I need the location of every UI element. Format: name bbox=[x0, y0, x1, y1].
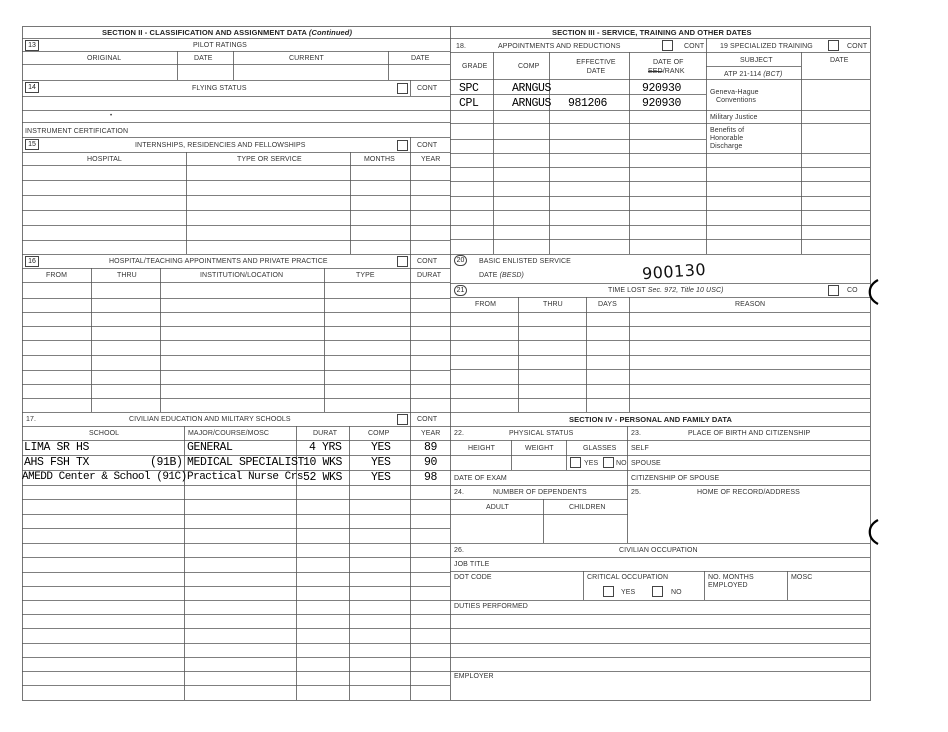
school-row2-comp: YES bbox=[371, 456, 391, 469]
pilot-date-header: DATE bbox=[194, 55, 213, 62]
appt-row2-comp: ARNGUS bbox=[512, 97, 552, 110]
flying-cont-label: CONT bbox=[417, 85, 438, 92]
time-lost-sub: Sec. 972, Title 10 USC) bbox=[647, 287, 724, 294]
dot-code-label: DOT CODE bbox=[454, 574, 492, 581]
time-lost-label bbox=[608, 287, 724, 294]
training-item-5: Honorable bbox=[710, 135, 744, 142]
appt-row1-comp: ARNGUS bbox=[512, 82, 552, 95]
school-row1-durat: 4 YRS bbox=[309, 441, 342, 454]
internships-label: INTERNSHIPS, RESIDENCIES AND FELLOWSHIPS bbox=[135, 142, 306, 149]
physical-col-height: HEIGHT bbox=[468, 445, 496, 452]
glasses-no-checkbox[interactable] bbox=[603, 457, 614, 468]
training-item-6: Discharge bbox=[710, 143, 743, 150]
section-2-title-continued: (Continued) bbox=[308, 28, 353, 37]
besd-label: BASIC ENLISTED SERVICE bbox=[479, 258, 571, 265]
appt-col-grade: GRADE bbox=[462, 63, 488, 70]
school-row2-major: MEDICAL SPECIALIST bbox=[187, 456, 305, 469]
home-of-record-label: HOME OF RECORD/ADDRESS bbox=[697, 489, 800, 496]
school-row3-year: 98 bbox=[424, 471, 438, 484]
hospital-col-thru: THRU bbox=[117, 272, 137, 279]
dependents-children: CHILDREN bbox=[569, 504, 606, 511]
physical-col-glasses: GLASSES bbox=[583, 445, 617, 452]
time-lost-col-thru: THRU bbox=[543, 301, 563, 308]
training-item-4: Benefits of bbox=[710, 127, 745, 134]
internships-cont-checkbox[interactable] bbox=[397, 140, 408, 151]
stray-dot: • bbox=[110, 113, 113, 119]
hospital-col-from: FROM bbox=[46, 272, 68, 279]
birth-self-label: SELF bbox=[631, 445, 649, 452]
physical-col-weight: WEIGHT bbox=[525, 445, 554, 452]
appt-row2-eff: 981206 bbox=[568, 97, 608, 110]
field-14-number: 14 bbox=[25, 82, 39, 93]
civilian-education-label: CIVILIAN EDUCATION AND MILITARY SCHOOLS bbox=[129, 416, 291, 423]
section-4-title: SECTION IV - PERSONAL AND FAMILY DATA bbox=[569, 415, 733, 424]
field-17-number: 17. bbox=[26, 416, 37, 423]
appt-row2-dor: 920930 bbox=[642, 97, 682, 110]
intern-col-hospital: HOSPITAL bbox=[87, 156, 122, 163]
appt-col-date-of: DATE OF bbox=[653, 59, 684, 66]
school-row1-major: GENERAL bbox=[187, 441, 233, 454]
school-row2-mos: (91B) bbox=[150, 456, 183, 469]
appt-row2-grade: CPL bbox=[459, 97, 479, 110]
critical-yes-label: YES bbox=[621, 589, 636, 596]
civilian-col-year: YEAR bbox=[421, 430, 441, 437]
time-lost-col-from: FROM bbox=[475, 301, 497, 308]
time-lost-col-reason: REASON bbox=[735, 301, 766, 308]
training-atp-text: ATP 21-114 bbox=[724, 71, 762, 78]
training-label bbox=[720, 43, 813, 50]
training-label-text: SPECIALIZED TRAINING bbox=[730, 43, 813, 50]
training-col-subject: SUBJECT bbox=[740, 57, 773, 64]
civilian-cont-checkbox[interactable] bbox=[397, 414, 408, 425]
school-row3-durat: 52 WKS bbox=[303, 471, 343, 484]
appt-row1-dor: 920930 bbox=[642, 82, 682, 95]
school-row1-school: LIMA SR HS bbox=[24, 441, 90, 454]
glasses-no-label: NO bbox=[616, 460, 627, 467]
section-2-title bbox=[102, 29, 352, 37]
glasses-yes-label: YES bbox=[584, 460, 599, 467]
appointments-label: APPOINTMENTS AND REDUCTIONS bbox=[498, 43, 621, 50]
school-row2-durat: 10 WKS bbox=[303, 456, 343, 469]
pilot-date2-header: DATE bbox=[411, 55, 430, 62]
appt-col-comp: COMP bbox=[518, 63, 540, 70]
training-cont-checkbox[interactable] bbox=[828, 40, 839, 51]
appt-row1-grade: SPC bbox=[459, 82, 479, 95]
field-25-number: 25. bbox=[631, 489, 642, 496]
field-16-number: 16 bbox=[25, 256, 39, 267]
field-18-number: 18. bbox=[456, 43, 467, 50]
time-lost-cont-label: CO bbox=[847, 287, 858, 294]
intern-col-year: YEAR bbox=[421, 156, 441, 163]
instrument-certification-label: INSTRUMENT CERTIFICATION bbox=[25, 128, 129, 135]
training-item-1: Geneva-Hague bbox=[710, 89, 759, 96]
training-atp bbox=[724, 71, 782, 78]
employer-label: EMPLOYER bbox=[454, 673, 494, 680]
school-row3-school: AMEDD Center & School (91C) bbox=[22, 471, 187, 483]
hospital-cont-checkbox[interactable] bbox=[397, 256, 408, 267]
pilot-current-header: CURRENT bbox=[289, 55, 324, 62]
appt-col-effective: EFFECTIVE DATE bbox=[576, 59, 616, 75]
field-26-number: 26. bbox=[454, 547, 465, 554]
field-23-number: 23. bbox=[631, 430, 642, 437]
dependents-label: NUMBER OF DEPENDENTS bbox=[493, 489, 587, 496]
appt-col-rank: EED/RANK bbox=[648, 68, 685, 75]
appt-col-rank-text: RANK bbox=[664, 68, 685, 75]
months-employed-label-2: EMPLOYED bbox=[708, 582, 748, 589]
civilian-cont-label: CONT bbox=[417, 416, 438, 423]
flying-status-label: FLYING STATUS bbox=[192, 85, 247, 92]
hospital-col-type: TYPE bbox=[356, 272, 375, 279]
date-of-exam-label: DATE OF EXAM bbox=[454, 475, 507, 482]
civilian-col-major: MAJOR/COURSE/MOSC bbox=[188, 430, 270, 437]
school-row1-comp: YES bbox=[371, 441, 391, 454]
pilot-original-header: ORIGINAL bbox=[87, 55, 122, 62]
field-21-number: 21 bbox=[454, 285, 467, 296]
field-15-number: 15 bbox=[25, 139, 39, 150]
birth-label: PLACE OF BIRTH AND CITIZENSHIP bbox=[688, 430, 811, 437]
critical-yes-checkbox[interactable] bbox=[603, 586, 614, 597]
critical-no-checkbox[interactable] bbox=[652, 586, 663, 597]
civilian-col-comp: COMP bbox=[368, 430, 390, 437]
hospital-col-institution: INSTITUTION/LOCATION bbox=[200, 272, 284, 279]
hospital-cont-label: CONT bbox=[417, 258, 438, 265]
duties-performed-label: DUTIES PERFORMED bbox=[454, 603, 528, 610]
critical-occupation-label: CRITICAL OCCUPATION bbox=[587, 574, 669, 581]
field-20-number: 20 bbox=[454, 255, 467, 266]
besd-date-text: DATE bbox=[479, 272, 498, 279]
school-row3-comp: YES bbox=[371, 471, 391, 484]
field-24-number: 24. bbox=[454, 489, 465, 496]
civilian-col-school: SCHOOL bbox=[89, 430, 120, 437]
physical-status-label: PHYSICAL STATUS bbox=[509, 430, 574, 437]
civilian-col-durat: DURAT bbox=[313, 430, 338, 437]
hospital-col-durat: DURAT bbox=[417, 272, 442, 279]
glasses-yes-checkbox[interactable] bbox=[570, 457, 581, 468]
appointments-cont-checkbox[interactable] bbox=[662, 40, 673, 51]
besd-handwritten-value: 900130 bbox=[641, 259, 707, 284]
time-lost-cont-checkbox[interactable] bbox=[828, 285, 839, 296]
school-row2-school: AHS FSH TX bbox=[24, 456, 90, 469]
flying-cont-checkbox[interactable] bbox=[397, 83, 408, 94]
birth-spouse-label: SPOUSE bbox=[631, 460, 661, 467]
field-22-number: 22. bbox=[454, 430, 465, 437]
time-lost-label-text: TIME LOST bbox=[608, 287, 646, 294]
school-row3-major: Practical Nurse Crs bbox=[187, 471, 303, 483]
pilot-ratings-label: PILOT RATINGS bbox=[193, 42, 247, 49]
field-13-number: 13 bbox=[25, 40, 39, 51]
dependents-adult: ADULT bbox=[486, 504, 509, 511]
occupation-mosc-label: MOSC bbox=[791, 574, 813, 581]
appointments-cont-label: CONT bbox=[684, 43, 705, 50]
months-employed-label-1: NO. MONTHS bbox=[708, 574, 754, 581]
school-row1-year: 89 bbox=[424, 441, 438, 454]
internships-cont-label: CONT bbox=[417, 142, 438, 149]
time-lost-col-days: DAYS bbox=[598, 301, 617, 308]
training-col-date: DATE bbox=[830, 57, 849, 64]
civilian-occupation-label: CIVILIAN OCCUPATION bbox=[619, 547, 698, 554]
intern-col-type: TYPE OR SERVICE bbox=[237, 156, 302, 163]
section-3-title: SECTION III - SERVICE, TRAINING AND OTHER DATES bbox=[552, 28, 752, 37]
intern-col-months: MONTHS bbox=[364, 156, 395, 163]
school-row2-year: 90 bbox=[424, 456, 438, 469]
training-cont-label: CONT bbox=[847, 43, 868, 50]
section-2-title-text: SECTION II - CLASSIFICATION AND ASSIGNMENT DATA bbox=[102, 28, 307, 37]
critical-no-label: NO bbox=[671, 589, 682, 596]
besd-date-label bbox=[479, 272, 524, 279]
training-item-2: Conventions bbox=[716, 97, 757, 104]
appt-col-rank-struck: EED bbox=[648, 68, 663, 75]
training-atp-sub: (BCT) bbox=[763, 71, 783, 78]
besd-date-sub: (BESD) bbox=[499, 272, 524, 279]
training-item-3: Military Justice bbox=[710, 114, 758, 121]
field-19-number: 19 bbox=[720, 43, 728, 50]
hospital-label: HOSPITAL/TEACHING APPOINTMENTS AND PRIVATE PRACTICE bbox=[109, 258, 328, 265]
citizenship-spouse-label: CITIZENSHIP OF SPOUSE bbox=[631, 475, 720, 482]
job-title-label: JOB TITLE bbox=[454, 561, 490, 568]
